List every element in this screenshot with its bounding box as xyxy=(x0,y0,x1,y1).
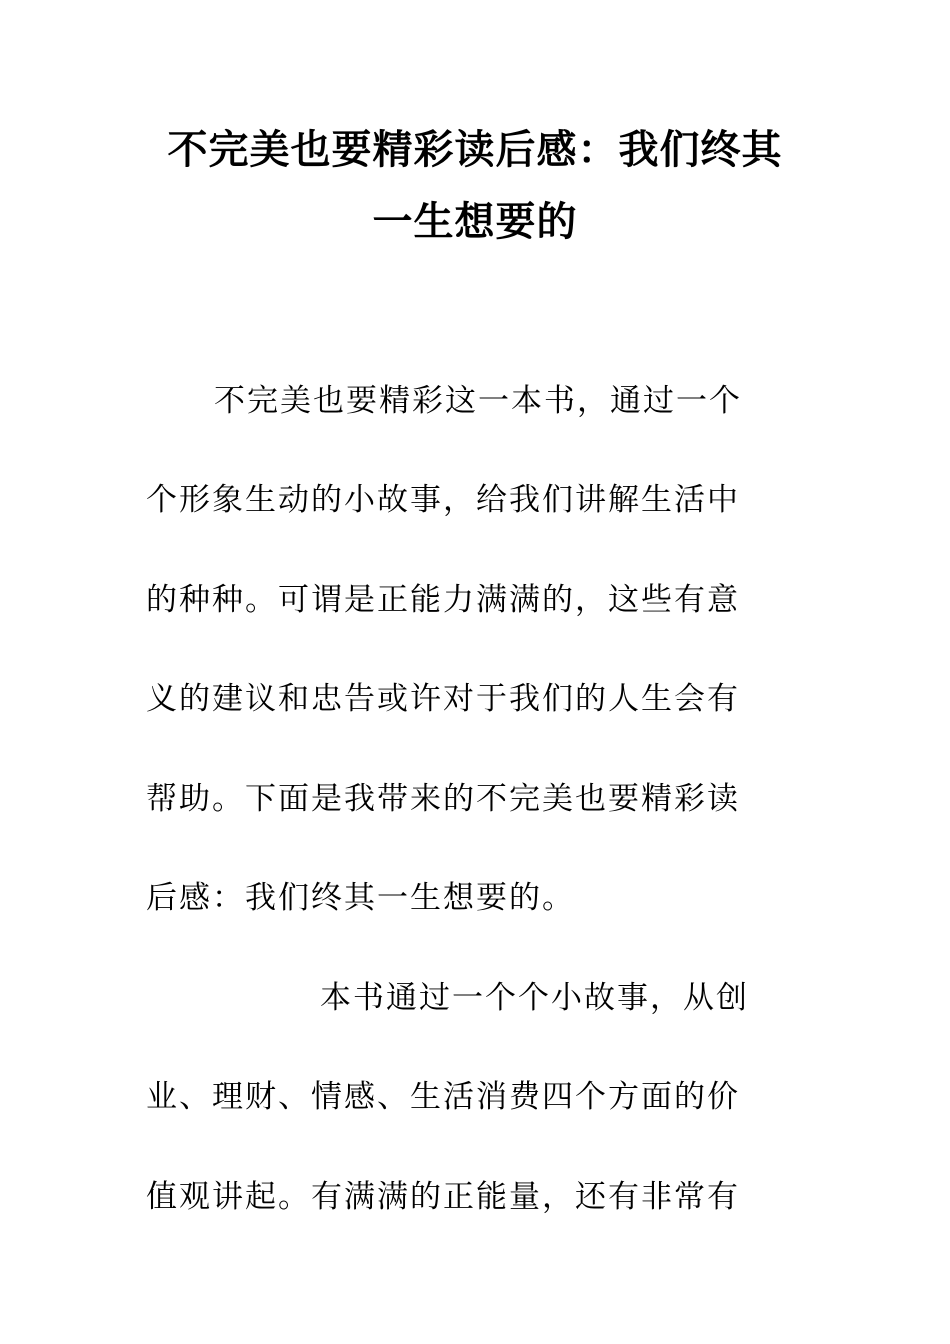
paragraph-2-line-3: 值观讲起。有满满的正能量，还有非常有 xyxy=(146,1179,740,1215)
paragraph-1-line-6: 后感：我们终其一生想要的。 xyxy=(146,880,575,916)
paragraph-1-line-2: 个形象生动的小故事，给我们讲解生活中 xyxy=(146,482,740,518)
paragraph-1-line-3: 的种种。可谓是正能力满满的，这些有意 xyxy=(146,582,740,618)
paragraph-2-line-2: 业、理财、情感、生活消费四个方面的价 xyxy=(146,1079,740,1115)
document-title-line-2: 一生想要的 xyxy=(372,199,578,245)
paragraph-1-line-5: 帮助。下面是我带来的不完美也要精彩读 xyxy=(146,781,740,817)
paragraph-1-line-4: 义的建议和忠告或许对于我们的人生会有 xyxy=(146,681,740,717)
paragraph-2-line-1: 本书通过一个个小故事，从创 xyxy=(320,980,749,1016)
paragraph-1-line-1: 不完美也要精彩这一本书，通过一个 xyxy=(214,383,742,419)
document-title-line-1: 不完美也要精彩读后感：我们终其 xyxy=(167,127,783,173)
